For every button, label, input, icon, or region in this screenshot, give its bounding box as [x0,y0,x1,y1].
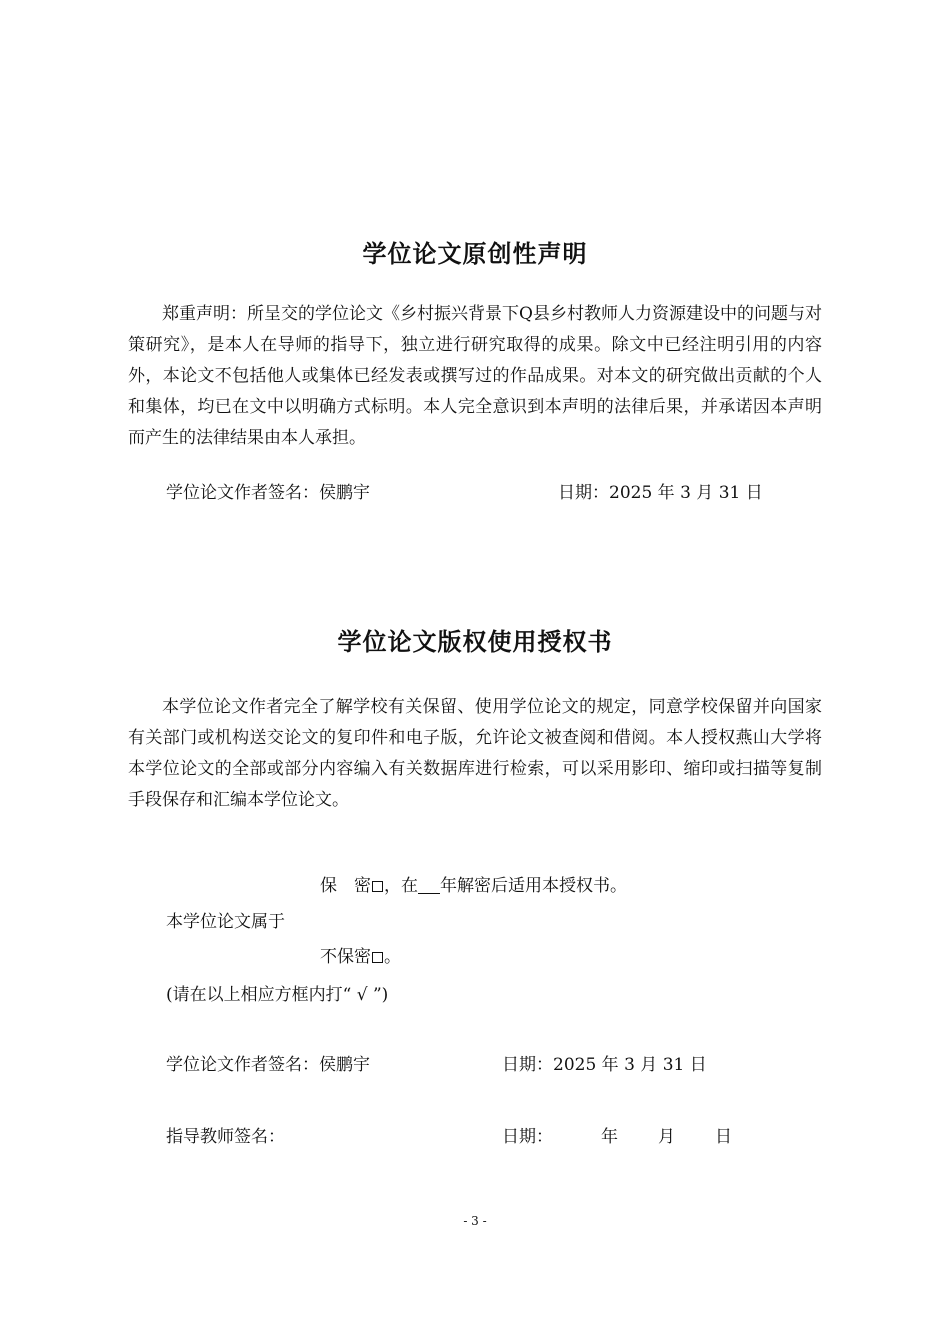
declaration-author-signature [166,481,370,505]
not-secret-end: 。 [384,947,401,967]
supervisor-day: 日 [715,1127,732,1147]
declaration-title: 学位论文原创性声明 [362,240,588,268]
author-name: 侯鹏宇 [319,483,370,503]
supervisor-year: 年 [601,1127,618,1147]
authorization-date [502,1053,707,1077]
date-label: 日期： [502,1055,553,1075]
not-secret-label: 不保密 [320,947,371,967]
author-signature-label: 学位论文作者签名： [166,483,319,503]
supervisor-date [502,1125,732,1149]
secret-mid: ，在 [384,876,418,896]
secret-label: 保 密 [320,876,371,896]
page-number: - 3 - [463,1214,487,1228]
date-value: 2025 年 3 月 31 日 [553,1055,707,1075]
author-name: 侯鹏宇 [319,1055,370,1075]
authorization-title: 学位论文版权使用授权书 [337,628,613,656]
supervisor-month: 月 [658,1127,675,1147]
year-blank [418,877,440,894]
not-secret-checkbox[interactable] [372,952,383,963]
date-label: 日期： [558,483,609,503]
declaration-body: 郑重声明：所呈交的学位论文《乡村振兴背景下Q县乡村教师人力资源建设中的问题与对策研究》，是本人在导师的指导下，独立进行研究取得的成果。除文中已经注明引用的内容外，本论文不包括他人或集体已经发表或撰写过的作品成果。对本文的研究做出贡献的个人和集体，均已在文中以明确方式标明。本人完全意识到本声明的法律后果，并承诺因本声明而产生的法律结果由本人承担。 [128,304,822,448]
date-value: 2025 年 3 月 31 日 [609,483,763,503]
supervisor-date-label: 日期： [502,1127,553,1147]
not-secret-option [320,945,401,969]
supervisor-signature: 指导教师签名： [166,1127,285,1147]
declaration-date [558,481,763,505]
secret-option [320,874,627,898]
author-signature-label: 学位论文作者签名： [166,1055,319,1075]
checkbox-instruction: (请在以上相应方框内打“ √ ”) [166,985,389,1005]
authorization-author-signature [166,1053,370,1077]
secret-suffix: 年解密后适用本授权书。 [440,876,627,896]
secret-checkbox[interactable] [372,881,383,892]
authorization-body: 本学位论文作者完全了解学校有关保留、使用学位论文的规定，同意学校保留并向国家有关部门或机构送交论文的复印件和电子版，允许论文被查阅和借阅。本人授权燕山大学将本学位论文的全部或部分内容编入有关数据库进行检索，可以采用影印、缩印或扫描等复制手段保存和汇编本学位论文。 [128,697,822,810]
belongs-label: 本学位论文属于 [166,912,285,932]
